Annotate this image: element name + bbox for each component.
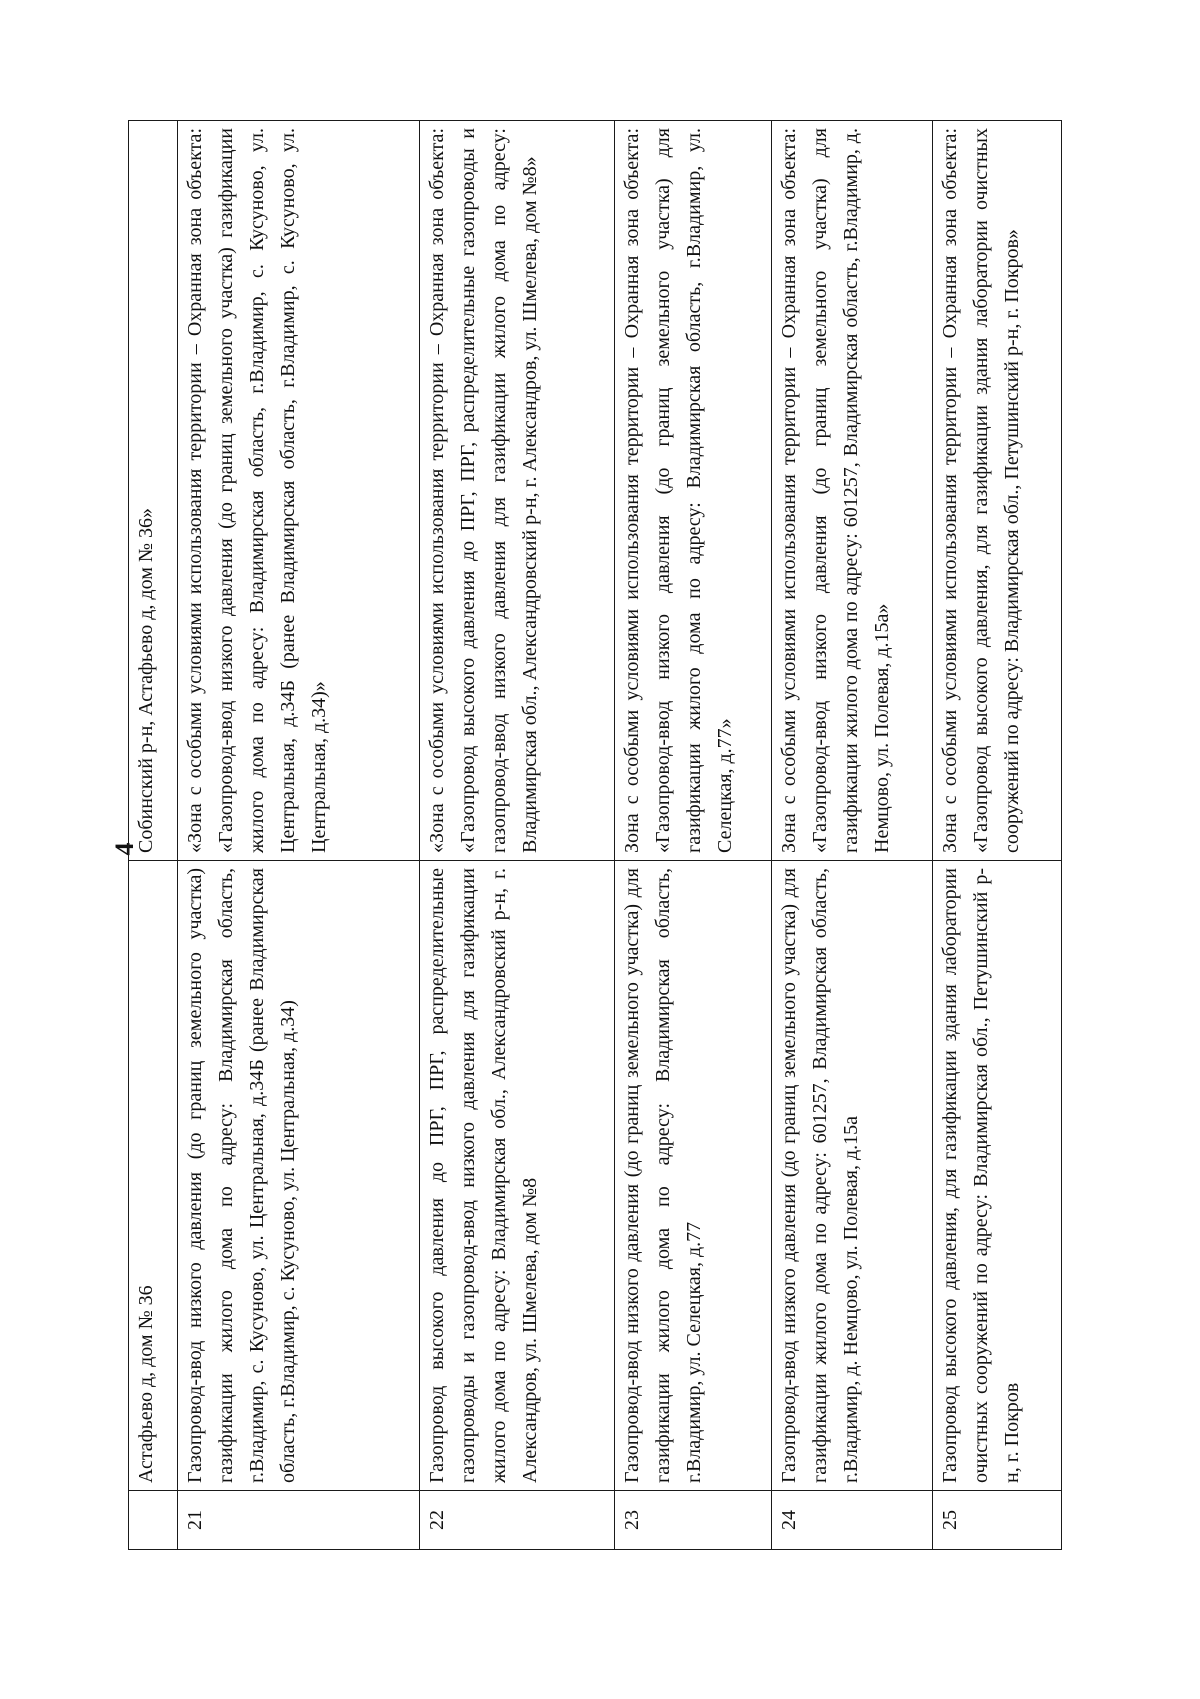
new-description: «Зона с особыми условиями использования территории – Охранная зона объекта: «Газопровод-ввод низкого давления (до границ земельного участка) газификации жилого дома по адресу: Владимирская область, г.Владимир, с. Кусуново, ул. Центральная, д.34Б (ранее Владимирская область, г.Владимир, с. Кусуново, ул. Центральная, д.34)»	[178, 121, 420, 861]
page-number: 4	[110, 842, 139, 856]
row-number: 21	[178, 1491, 420, 1550]
header-num-cell	[129, 1491, 178, 1550]
new-description: Зона с особыми условиями использования территории – Охранная зона объекта: «Газопровод высокого давления, для газификации здания лаборатории очистных сооружений по адресу: Владимирская обл., Петушинский р-н, г. Покров»	[933, 121, 1062, 861]
table-header-row	[129, 121, 178, 1550]
old-description: Газопровод высокого давления до ПРГ, ПРГ, распределительные газопроводы и газопровод-ввод низкого давления для газификации жилого дома по адресу: Владимирская обл., Александровский р-н, г. Александров, ул. Шмелева, дом №8	[420, 861, 615, 1491]
row-number: 22	[420, 1491, 615, 1550]
header-new-cell: Собинский р-н, Астафьево д, дом № 36»	[129, 121, 178, 861]
old-description: Газопровод-ввод низкого давления (до границ земельного участка) газификации жилого дома по адресу: Владимирская область, г.Владимир, с. Кусуново, ул. Центральная, д.34Б (ранее Владимирская область, г.Владимир, с. Кусуново, ул. Центральная, д.34)	[178, 861, 420, 1491]
table-row	[772, 121, 933, 1550]
table-row	[420, 121, 615, 1550]
row-number: 23	[615, 1491, 772, 1550]
old-description: Газопровод-ввод низкого давления (до границ земельного участка) для газификации жилого дома по адресу: 601257, Владимирская область, г.Владимир, д. Немцово, ул. Полевая, д.15а	[772, 861, 933, 1491]
old-description: Газопровод высокого давления, для газификации здания лаборатории очистных сооружений по адресу: Владимирская обл., Петушинский р-н, г. Покров	[933, 861, 1062, 1491]
row-number: 25	[933, 1491, 1062, 1550]
row-number: 24	[772, 1491, 933, 1550]
table-row	[615, 121, 772, 1550]
table-row	[178, 121, 420, 1550]
zones-table	[128, 120, 1062, 1550]
old-description: Газопровод-ввод низкого давления (до границ земельного участка) для газификации жилого дома по адресу: Владимирская область, г.Владимир, ул. Селецкая, д.77	[615, 861, 772, 1491]
header-old-cell: Астафьево д, дом № 36	[129, 861, 178, 1491]
new-description: «Зона с особыми условиями использования территории – Охранная зона объекта: «Газопровод высокого давления до ПРГ, ПРГ, распределительные газопроводы и газопровод-ввод низкого давления для газификации жилого дома по адресу: Владимирская обл., Александровский р-н, г. Александров, ул. Шмелева, дом №8»	[420, 121, 615, 861]
rotated-page-content	[100, 50, 1110, 1650]
new-description: Зона с особыми условиями использования территории – Охранная зона объекта: «Газопровод-ввод низкого давления (до границ земельного участка) для газификации жилого дома по адресу: Владимирская область, г.Владимир, ул. Селецкая, д.77»	[615, 121, 772, 861]
new-description: Зона с особыми условиями использования территории – Охранная зона объекта: «Газопровод-ввод низкого давления (до границ земельного участка) для газификации жилого дома по адресу: 601257, Владимирская область, г.Владимир, д. Немцово, ул. Полевая, д.15а»	[772, 121, 933, 861]
table-row	[933, 121, 1062, 1550]
